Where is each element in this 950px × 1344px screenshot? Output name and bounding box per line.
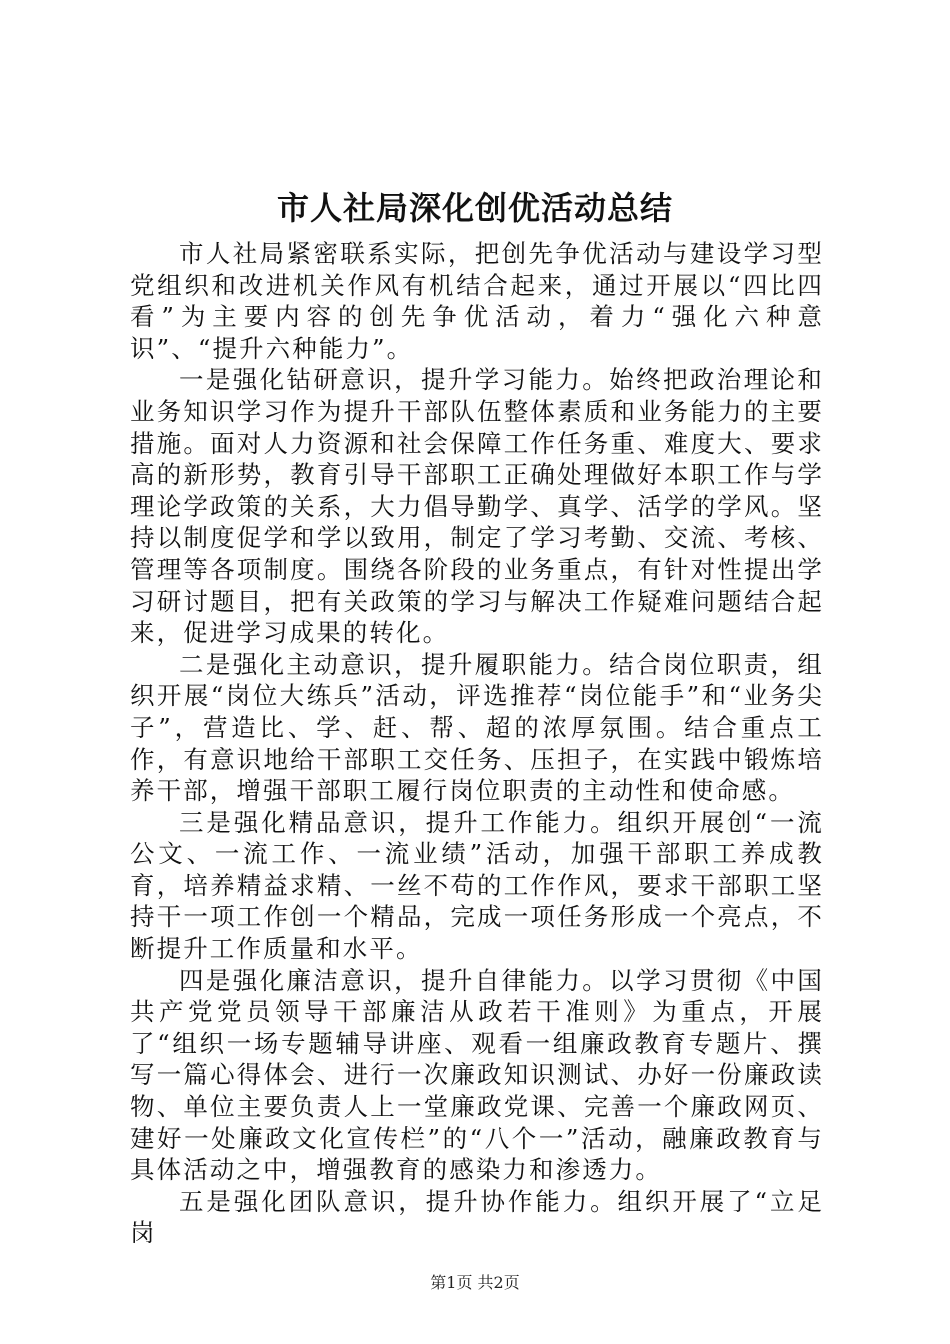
paragraph-integrity: 四是强化廉洁意识，提升自律能力。以学习贯彻《中国共产党党员领导干部廉洁从政若干准则》为重点，开展了“组织一场专题辅导讲座、观看一组廉政教育专题片、撰写一篇心得体会、进行一次廉政知识测试、办好一份廉政读物、单位主要负责人上一堂廉政党课、完善一个廉政网页、建好一处廉政文化宣传栏”的“八个一”活动，融廉政教育与具体活动之中，增强教育的感染力和渗透力。 xyxy=(130,965,824,1185)
paragraph-intro: 市人社局紧密联系实际，把创先争优活动与建设学习型党组织和改进机关作风有机结合起来，通过开展以“四比四看”为主要内容的创先争优活动，着力“强化六种意识”、“提升六种能力”。 xyxy=(130,239,824,363)
paragraph-teamwork: 五是强化团队意识，提升协作能力。组织开展了“立足岗 xyxy=(130,1186,824,1248)
paragraph-initiative: 二是强化主动意识，提升履职能力。结合岗位职责，组织开展“岗位大练兵”活动，评选推荐“岗位能手”和“业务尖子”，营造比、学、赶、帮、超的浓厚氛围。结合重点工作，有意识地给干部职工交任务、压担子，在实践中锻炼培养干部，增强干部职工履行岗位职责的主动性和使命感。 xyxy=(130,649,824,806)
document-body xyxy=(130,238,824,1249)
document-title: 市人社局深化创优活动总结 xyxy=(276,189,673,227)
paragraph-study: 一是强化钻研意识，提升学习能力。始终把政治理论和业务知识学习作为提升干部队伍整体素质和业务能力的主要措施。面对人力资源和社会保障工作任务重、难度大、要求高的新形势，教育引导干部职工正确处理做好本职工作与学理论学政策的关系，大力倡导勤学、真学、活学的学风。坚持以制度促学和学以致用，制定了学习考勤、交流、考核、管理等各项制度。围绕各阶段的业务重点，有针对性提出学习研讨题目，把有关政策的学习与解决工作疑难问题结合起来，促进学习成果的转化。 xyxy=(130,365,824,648)
page-number: 第1页 共2页 xyxy=(430,1273,520,1292)
paragraph-quality: 三是强化精品意识，提升工作能力。组织开展创“一流公文、一流工作、一流业绩”活动，加强干部职工养成教育，培养精益求精、一丝不苟的工作作风，要求干部职工坚持干一项工作创一个精品，完成一项任务形成一个亮点，不断提升工作质量和水平。 xyxy=(130,807,824,964)
